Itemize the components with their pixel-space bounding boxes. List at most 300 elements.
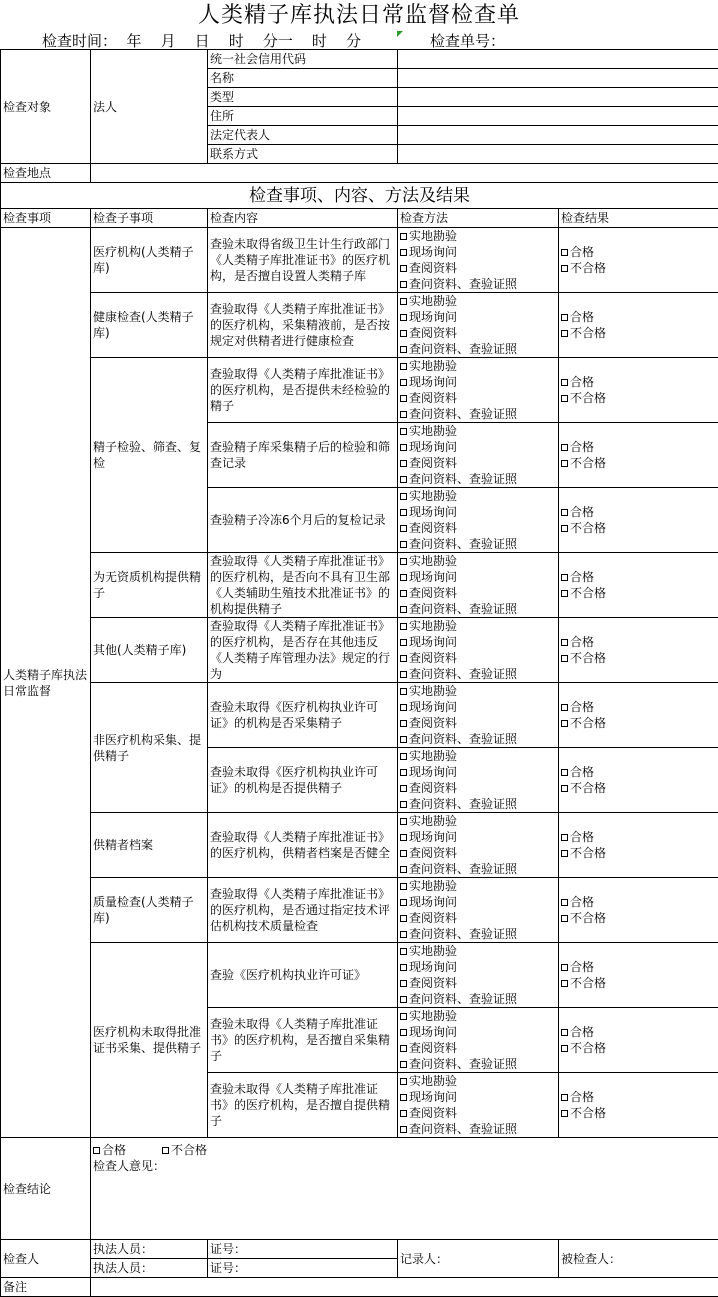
inspection-content: 查验未取得省级卫生计生行政部门《人类精子库批准证书》的医疗机构，是否擅自设置人类精子库 — [208, 228, 398, 293]
result-checkbox[interactable] — [561, 1105, 716, 1121]
checkbox-icon[interactable] — [561, 639, 568, 646]
result-options — [559, 1008, 718, 1073]
method-checkbox[interactable] — [400, 553, 556, 569]
method-checkbox-label: 现场询问 — [409, 505, 457, 519]
result-checkbox[interactable] — [561, 374, 716, 390]
method-checkbox[interactable] — [400, 910, 556, 926]
checkbox-icon[interactable] — [400, 314, 407, 321]
table-row — [1, 813, 718, 878]
result-checkbox-label: 不合格 — [570, 911, 606, 925]
method-checkbox-label: 实地勘验 — [409, 229, 457, 243]
checkbox-icon[interactable] — [93, 1147, 100, 1154]
result-checkbox[interactable] — [561, 504, 716, 520]
checkbox-icon[interactable] — [561, 704, 568, 711]
remark-value[interactable] — [91, 1278, 718, 1297]
checkbox-icon[interactable] — [400, 801, 407, 808]
checkbox-icon[interactable] — [561, 509, 568, 516]
checkbox-icon[interactable] — [400, 444, 407, 451]
result-options — [559, 813, 718, 878]
conclusion-pass-checkbox[interactable] — [93, 1142, 126, 1158]
inspector-label: 检查人 — [1, 1240, 91, 1278]
checkbox-icon[interactable] — [400, 265, 407, 272]
checkbox-icon[interactable] — [561, 330, 568, 337]
column-header: 检查结果 — [559, 209, 718, 228]
method-checkbox-label: 实地勘验 — [409, 749, 457, 763]
checkbox-icon[interactable] — [400, 1110, 407, 1117]
checkbox-icon[interactable] — [400, 476, 407, 483]
checkbox-icon[interactable] — [400, 395, 407, 402]
checkbox-icon[interactable] — [400, 736, 407, 743]
result-checkbox[interactable] — [561, 1040, 716, 1056]
method-checkbox[interactable] — [400, 683, 556, 699]
result-checkbox-label: 不合格 — [570, 846, 606, 860]
conclusion-options — [93, 1142, 716, 1158]
result-checkbox[interactable] — [561, 569, 716, 585]
result-options — [559, 943, 718, 1008]
method-checkbox[interactable] — [400, 764, 556, 780]
checkbox-icon[interactable] — [400, 346, 407, 353]
method-checkbox[interactable] — [400, 244, 556, 260]
checkbox-icon[interactable] — [561, 1029, 568, 1036]
method-checkbox[interactable] — [400, 1105, 556, 1121]
checkbox-icon[interactable] — [400, 996, 407, 1003]
method-options — [398, 943, 559, 1008]
result-checkbox[interactable] — [561, 1089, 716, 1105]
inspection-subitem: 供精者档案 — [91, 813, 208, 878]
inspection-subitem: 医疗机构(人类精子库) — [91, 228, 208, 293]
checkbox-icon[interactable] — [400, 753, 407, 760]
method-checkbox[interactable] — [400, 1056, 556, 1072]
method-checkbox[interactable] — [400, 975, 556, 991]
checkbox-icon[interactable] — [561, 915, 568, 922]
method-checkbox[interactable] — [400, 666, 556, 682]
method-checkbox[interactable] — [400, 228, 556, 244]
checkbox-icon[interactable] — [400, 281, 407, 288]
method-checkbox[interactable] — [400, 260, 556, 276]
method-checkbox[interactable] — [400, 520, 556, 536]
checkbox-icon[interactable] — [400, 639, 407, 646]
result-checkbox-label: 不合格 — [570, 651, 606, 665]
checkbox-icon[interactable] — [400, 1045, 407, 1052]
page-title: 人类精子库执法日常监督检查单 — [0, 0, 718, 30]
method-checkbox-label: 实地勘验 — [409, 424, 457, 438]
method-checkbox-label: 查阅资料 — [409, 976, 457, 990]
method-checkbox-label: 现场询问 — [409, 375, 457, 389]
method-checkbox[interactable] — [400, 341, 556, 357]
method-checkbox[interactable] — [400, 601, 556, 617]
method-checkbox[interactable] — [400, 959, 556, 975]
checkbox-icon[interactable] — [400, 915, 407, 922]
inspection-content: 查验未取得《医疗机构执业许可证》的机构是否采集精子 — [208, 683, 398, 748]
method-checkbox-label: 现场询问 — [409, 635, 457, 649]
method-checkbox[interactable] — [400, 1073, 556, 1089]
checkbox-icon[interactable] — [561, 964, 568, 971]
result-checkbox[interactable] — [561, 1024, 716, 1040]
table-row — [1, 358, 718, 423]
result-checkbox-label: 不合格 — [570, 976, 606, 990]
result-checkbox[interactable] — [561, 829, 716, 845]
method-checkbox-label: 查阅资料 — [409, 586, 457, 600]
checkbox-icon[interactable] — [561, 769, 568, 776]
method-checkbox-label: 查阅资料 — [409, 261, 457, 275]
subject-field-label: 联系方式 — [208, 145, 398, 164]
conclusion-fail-checkbox[interactable] — [162, 1142, 207, 1158]
method-checkbox[interactable] — [400, 894, 556, 910]
method-checkbox-label: 查问资料、查验证照 — [409, 992, 517, 1006]
checkbox-icon[interactable] — [561, 1110, 568, 1117]
result-options — [559, 423, 718, 488]
method-checkbox[interactable] — [400, 406, 556, 422]
table-row — [1, 1138, 718, 1240]
checkbox-icon[interactable] — [400, 509, 407, 516]
result-checkbox-label: 合格 — [570, 895, 594, 909]
method-checkbox[interactable] — [400, 423, 556, 439]
method-checkbox[interactable] — [400, 455, 556, 471]
conclusion-pass-checkbox-label: 合格 — [102, 1143, 126, 1157]
table-row — [1, 943, 718, 1008]
method-checkbox-label: 实地勘验 — [409, 554, 457, 568]
method-checkbox-label: 实地勘验 — [409, 684, 457, 698]
subject-label: 检查对象 — [1, 50, 91, 164]
inspection-content: 查验取得《人类精子库批准证书》的医疗机构，是否通过指定技术评估机构技术质量检查 — [208, 878, 398, 943]
checkbox-icon[interactable] — [400, 818, 407, 825]
inspection-content: 查验未取得《人类精子库批准证书》的医疗机构，是否擅自采集精子 — [208, 1008, 398, 1073]
inspection-content: 查验未取得《人类精子库批准证书》的医疗机构，是否擅自提供精子 — [208, 1073, 398, 1138]
method-checkbox-label: 实地勘验 — [409, 814, 457, 828]
method-checkbox-label: 查阅资料 — [409, 456, 457, 470]
table-row — [1, 50, 718, 69]
method-options — [398, 293, 559, 358]
subject-field-label: 类型 — [208, 88, 398, 107]
checkbox-icon[interactable] — [400, 1094, 407, 1101]
officer-label: 执法人员： — [91, 1240, 208, 1259]
result-checkbox[interactable] — [561, 699, 716, 715]
checkbox-icon[interactable] — [561, 249, 568, 256]
checkbox-icon[interactable] — [561, 655, 568, 662]
method-checkbox[interactable] — [400, 991, 556, 1007]
method-checkbox[interactable] — [400, 1008, 556, 1024]
checkbox-icon[interactable] — [400, 379, 407, 386]
method-checkbox-label: 查阅资料 — [409, 391, 457, 405]
method-checkbox[interactable] — [400, 374, 556, 390]
checkbox-icon[interactable] — [400, 883, 407, 890]
result-options — [559, 293, 718, 358]
conclusion-body — [91, 1138, 718, 1240]
method-checkbox-label: 现场询问 — [409, 570, 457, 584]
result-checkbox-label: 合格 — [570, 440, 594, 454]
result-checkbox[interactable] — [561, 650, 716, 666]
checkbox-icon[interactable] — [561, 265, 568, 272]
inspection-subitem: 为无资质机构提供精子 — [91, 553, 208, 618]
checkbox-icon[interactable] — [400, 460, 407, 467]
checkbox-icon[interactable] — [561, 980, 568, 987]
method-checkbox[interactable] — [400, 829, 556, 845]
subject-field-label: 住所 — [208, 107, 398, 126]
checkbox-icon[interactable] — [561, 460, 568, 467]
checkbox-icon[interactable] — [400, 964, 407, 971]
method-checkbox[interactable] — [400, 813, 556, 829]
result-options — [559, 748, 718, 813]
method-checkbox[interactable] — [400, 845, 556, 861]
result-checkbox-label: 合格 — [570, 765, 594, 779]
method-checkbox[interactable] — [400, 780, 556, 796]
column-header: 检查事项 — [1, 209, 91, 228]
method-options — [398, 748, 559, 813]
method-checkbox-label: 实地勘验 — [409, 489, 457, 503]
method-checkbox[interactable] — [400, 748, 556, 764]
method-checkbox-label: 现场询问 — [409, 1090, 457, 1104]
checkbox-icon[interactable] — [400, 330, 407, 337]
subject-field-value[interactable] — [398, 88, 718, 107]
method-checkbox[interactable] — [400, 325, 556, 341]
inspector-opinion-label: 检查人意见： — [93, 1158, 716, 1174]
method-checkbox-label: 查阅资料 — [409, 781, 457, 795]
subject-type-label: 法人 — [91, 50, 208, 164]
checkbox-icon[interactable] — [400, 590, 407, 597]
result-checkbox[interactable] — [561, 585, 716, 601]
subject-field-value[interactable] — [398, 107, 718, 126]
result-checkbox[interactable] — [561, 715, 716, 731]
result-checkbox-label: 合格 — [570, 1090, 594, 1104]
inspection-subitem: 精子检验、筛查、复检 — [91, 358, 208, 553]
checkbox-icon[interactable] — [561, 785, 568, 792]
table-row — [1, 293, 718, 358]
result-options — [559, 488, 718, 553]
method-checkbox[interactable] — [400, 276, 556, 292]
inspection-content: 查验取得《人类精子库批准证书》的医疗机构，是否向不具有卫生部《人类辅助生殖技术批准证书》的机构提供精子 — [208, 553, 398, 618]
checkbox-icon[interactable] — [400, 980, 407, 987]
method-checkbox[interactable] — [400, 293, 556, 309]
checkbox-icon[interactable] — [400, 1013, 407, 1020]
method-checkbox-label: 现场询问 — [409, 765, 457, 779]
method-checkbox[interactable] — [400, 569, 556, 585]
result-checkbox[interactable] — [561, 244, 716, 260]
method-options — [398, 683, 559, 748]
result-checkbox-label: 合格 — [570, 700, 594, 714]
checkbox-icon[interactable] — [561, 574, 568, 581]
method-checkbox-label: 查问资料、查验证照 — [409, 407, 517, 421]
checkbox-icon[interactable] — [561, 720, 568, 727]
location-value[interactable] — [91, 164, 718, 183]
method-checkbox-label: 实地勘验 — [409, 359, 457, 373]
result-options — [559, 683, 718, 748]
method-options — [398, 1073, 559, 1138]
checkbox-icon[interactable] — [400, 525, 407, 532]
checkbox-icon[interactable] — [400, 541, 407, 548]
method-options — [398, 553, 559, 618]
method-checkbox[interactable] — [400, 390, 556, 406]
checkbox-icon[interactable] — [400, 1029, 407, 1036]
method-checkbox-label: 现场询问 — [409, 245, 457, 259]
table-row — [1, 209, 718, 228]
method-checkbox[interactable] — [400, 358, 556, 374]
inspection-content: 查验取得《人类精子库批准证书》的医疗机构，供精者档案是否健全 — [208, 813, 398, 878]
checkbox-icon[interactable] — [561, 444, 568, 451]
result-checkbox[interactable] — [561, 959, 716, 975]
method-checkbox-label: 查阅资料 — [409, 326, 457, 340]
checkbox-icon[interactable] — [400, 785, 407, 792]
method-checkbox[interactable] — [400, 715, 556, 731]
checkbox-icon[interactable] — [400, 948, 407, 955]
method-checkbox[interactable] — [400, 1040, 556, 1056]
table-row — [1, 553, 718, 618]
conclusion-label: 检查结论 — [1, 1138, 91, 1240]
method-checkbox-label: 查问资料、查验证照 — [409, 342, 517, 356]
method-checkbox[interactable] — [400, 796, 556, 812]
result-checkbox[interactable] — [561, 325, 716, 341]
officer-label: 执法人员： — [91, 1259, 208, 1278]
checkbox-icon[interactable] — [400, 249, 407, 256]
method-checkbox[interactable] — [400, 1024, 556, 1040]
method-checkbox[interactable] — [400, 1121, 556, 1137]
checkbox-icon[interactable] — [400, 558, 407, 565]
checkbox-icon[interactable] — [561, 395, 568, 402]
result-checkbox[interactable] — [561, 975, 716, 991]
checkbox-icon[interactable] — [400, 411, 407, 418]
result-checkbox-label: 合格 — [570, 830, 594, 844]
inspection-subitem: 健康检查(人类精子库) — [91, 293, 208, 358]
checkbox-icon[interactable] — [561, 314, 568, 321]
result-checkbox-label: 合格 — [570, 245, 594, 259]
subject-field-label: 名称 — [208, 69, 398, 88]
checkbox-icon[interactable] — [561, 379, 568, 386]
method-checkbox-label: 查问资料、查验证照 — [409, 537, 517, 551]
checkbox-icon[interactable] — [400, 428, 407, 435]
checkbox-icon[interactable] — [400, 720, 407, 727]
table-row — [1, 1278, 718, 1297]
subject-field-value[interactable] — [398, 145, 718, 164]
method-checkbox-label: 现场询问 — [409, 960, 457, 974]
checkbox-icon[interactable] — [400, 1126, 407, 1133]
method-checkbox-label: 现场询问 — [409, 700, 457, 714]
result-checkbox[interactable] — [561, 390, 716, 406]
checkbox-icon[interactable] — [400, 623, 407, 630]
checkbox-icon[interactable] — [400, 671, 407, 678]
checkbox-icon[interactable] — [400, 688, 407, 695]
checkbox-icon[interactable] — [561, 590, 568, 597]
checkbox-icon[interactable] — [400, 233, 407, 240]
checkbox-icon[interactable] — [400, 1061, 407, 1068]
checkbox-icon[interactable] — [400, 899, 407, 906]
checkbox-icon[interactable] — [561, 834, 568, 841]
checkbox-icon[interactable] — [561, 1094, 568, 1101]
subject-field-value[interactable] — [398, 126, 718, 145]
method-checkbox[interactable] — [400, 439, 556, 455]
checkbox-icon[interactable] — [400, 1078, 407, 1085]
subject-field-value[interactable] — [398, 69, 718, 88]
checkbox-icon[interactable] — [561, 525, 568, 532]
method-checkbox[interactable] — [400, 699, 556, 715]
result-checkbox[interactable] — [561, 910, 716, 926]
checkbox-icon[interactable] — [400, 834, 407, 841]
inspection-content: 查验取得《人类精子库批准证书》的医疗机构，是否提供未经检验的精子 — [208, 358, 398, 423]
method-checkbox[interactable] — [400, 309, 556, 325]
inspection-item: 人类精子库执法日常监督 — [1, 228, 91, 1138]
method-checkbox[interactable] — [400, 926, 556, 942]
method-checkbox-label: 查阅资料 — [409, 1041, 457, 1055]
method-checkbox[interactable] — [400, 585, 556, 601]
inspection-time-line: 检查时间： 年 月 日 时 分一 时 分 — [42, 30, 361, 50]
result-checkbox[interactable] — [561, 455, 716, 471]
checkbox-icon[interactable] — [400, 363, 407, 370]
method-checkbox-label: 查阅资料 — [409, 846, 457, 860]
result-options — [559, 1073, 718, 1138]
result-checkbox[interactable] — [561, 780, 716, 796]
checkbox-icon[interactable] — [400, 606, 407, 613]
result-checkbox[interactable] — [561, 764, 716, 780]
checkbox-icon[interactable] — [400, 866, 407, 873]
result-options — [559, 358, 718, 423]
checkbox-icon[interactable] — [561, 899, 568, 906]
method-checkbox-label: 实地勘验 — [409, 944, 457, 958]
result-checkbox[interactable] — [561, 520, 716, 536]
checkbox-icon[interactable] — [561, 850, 568, 857]
subject-field-value[interactable] — [398, 50, 718, 69]
result-checkbox-label: 不合格 — [570, 261, 606, 275]
method-options — [398, 618, 559, 683]
table-row — [1, 618, 718, 683]
column-header: 检查内容 — [208, 209, 398, 228]
checkbox-icon[interactable] — [561, 1045, 568, 1052]
inspection-content: 查验取得《人类精子库批准证书》的医疗机构，是否存在其他违反《人类精子库管理办法》规定的行为 — [208, 618, 398, 683]
method-checkbox[interactable] — [400, 1089, 556, 1105]
checkbox-icon[interactable] — [400, 493, 407, 500]
method-checkbox[interactable] — [400, 618, 556, 634]
result-options — [559, 553, 718, 618]
result-checkbox[interactable] — [561, 439, 716, 455]
method-checkbox[interactable] — [400, 731, 556, 747]
inspection-content: 查验未取得《医疗机构执业许可证》的机构是否提供精子 — [208, 748, 398, 813]
method-checkbox-label: 现场询问 — [409, 830, 457, 844]
method-checkbox-label: 实地勘验 — [409, 879, 457, 893]
checkbox-icon[interactable] — [400, 704, 407, 711]
table-row — [1, 228, 718, 293]
checkbox-icon[interactable] — [400, 931, 407, 938]
method-checkbox[interactable] — [400, 878, 556, 894]
checkbox-icon[interactable] — [400, 574, 407, 581]
method-checkbox[interactable] — [400, 488, 556, 504]
result-checkbox-label: 不合格 — [570, 456, 606, 470]
method-checkbox-label: 查问资料、查验证照 — [409, 927, 517, 941]
method-checkbox-label: 实地勘验 — [409, 1074, 457, 1088]
result-checkbox[interactable] — [561, 309, 716, 325]
method-checkbox[interactable] — [400, 504, 556, 520]
column-header: 检查方法 — [398, 209, 559, 228]
result-checkbox-label: 合格 — [570, 1025, 594, 1039]
result-checkbox[interactable] — [561, 894, 716, 910]
method-checkbox-label: 查问资料、查验证照 — [409, 667, 517, 681]
checkbox-icon[interactable] — [400, 850, 407, 857]
column-header: 检查子事项 — [91, 209, 208, 228]
method-checkbox[interactable] — [400, 634, 556, 650]
result-checkbox[interactable] — [561, 845, 716, 861]
method-options — [398, 488, 559, 553]
checkbox-icon[interactable] — [400, 655, 407, 662]
inspection-number-label: 检查单号： — [430, 30, 505, 50]
result-checkbox[interactable] — [561, 634, 716, 650]
checkbox-icon[interactable] — [400, 769, 407, 776]
method-checkbox-label: 查阅资料 — [409, 716, 457, 730]
method-checkbox[interactable] — [400, 943, 556, 959]
method-checkbox[interactable] — [400, 536, 556, 552]
method-checkbox[interactable] — [400, 861, 556, 877]
checkbox-icon[interactable] — [400, 298, 407, 305]
method-checkbox[interactable] — [400, 650, 556, 666]
checkbox-icon[interactable] — [162, 1147, 169, 1154]
result-options — [559, 228, 718, 293]
method-checkbox[interactable] — [400, 471, 556, 487]
result-checkbox[interactable] — [561, 260, 716, 276]
